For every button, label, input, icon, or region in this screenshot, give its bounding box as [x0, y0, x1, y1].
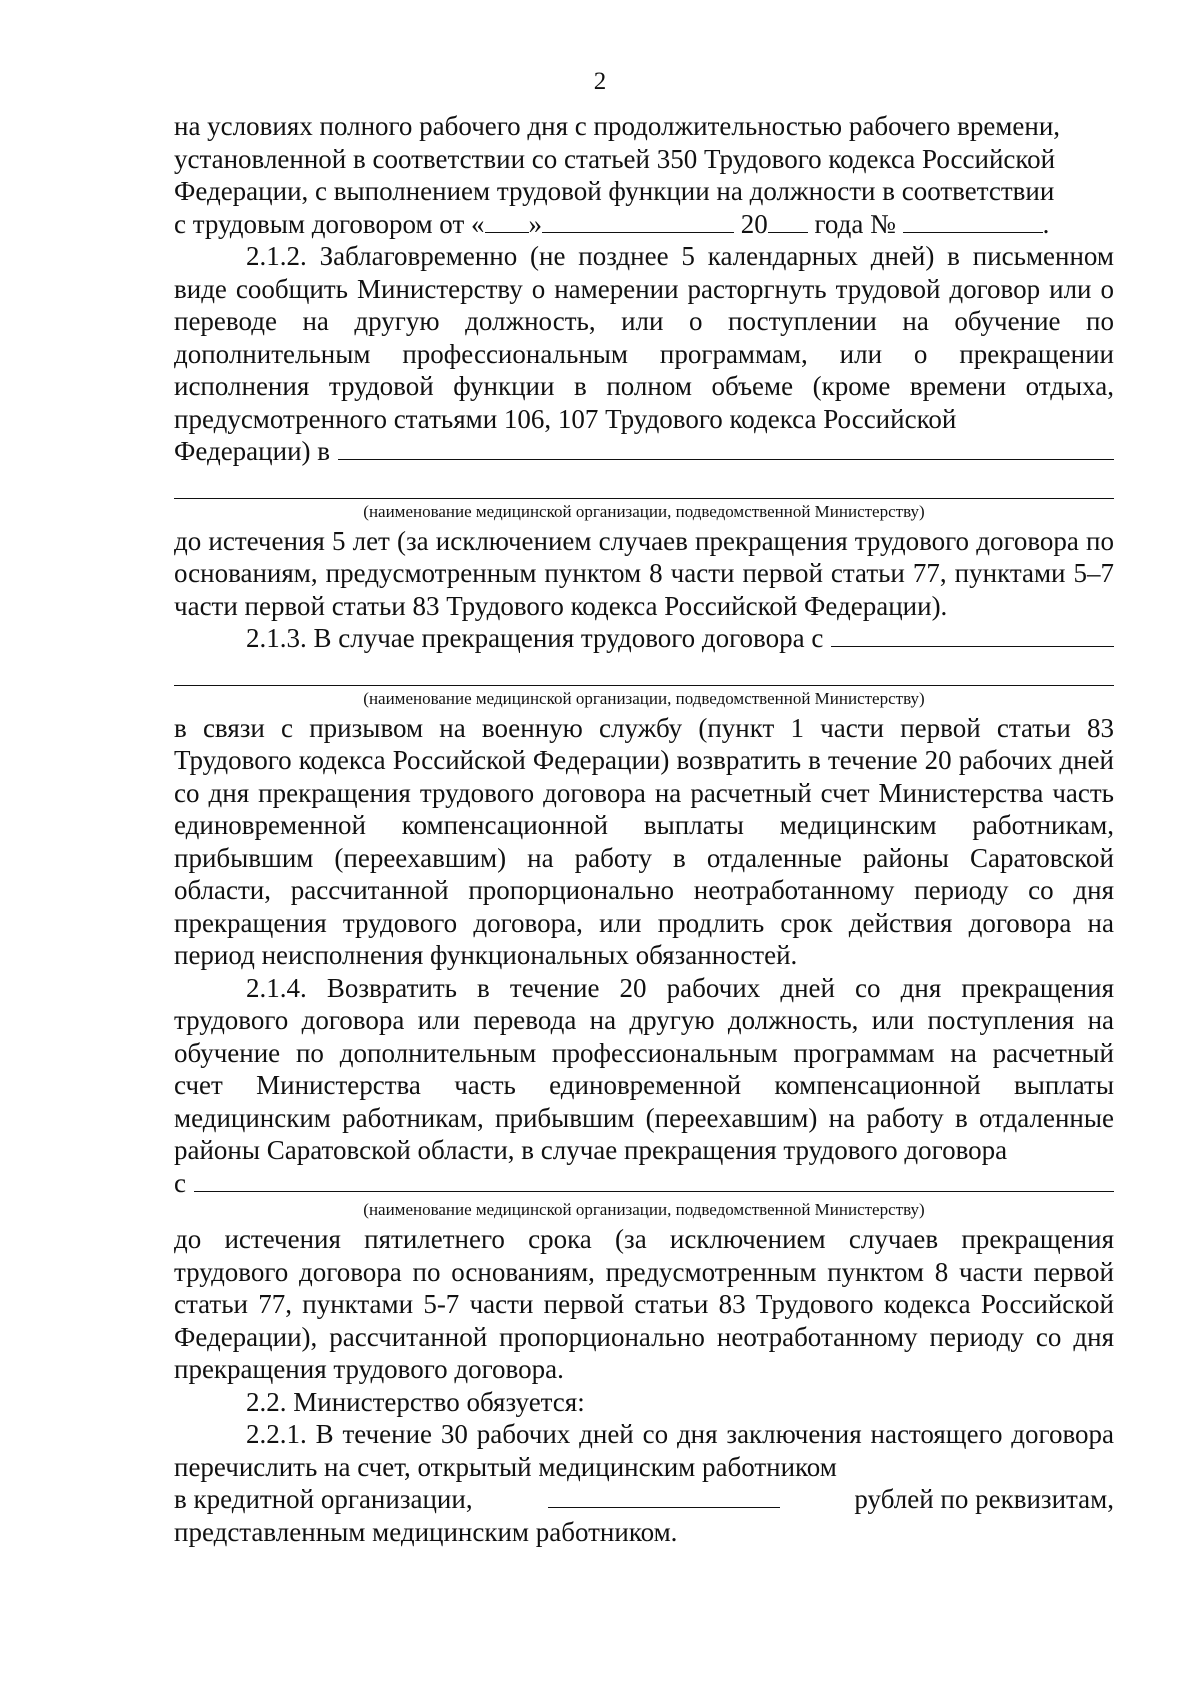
- org-caption: (наименование медицинской организации, подведомственной Министерству): [363, 688, 925, 708]
- contract-date-line: с трудовым договором от « » 20 года № .: [174, 208, 1050, 239]
- text-line: установленной в соответствии со статьей 350 Трудового кодекса Российской: [174, 143, 1056, 174]
- clause-2-1-3-continuation: в связи с призывом на военную службу (пункт 1 части первой статьи 83 Трудового кодекса Российской Федерации) возвратить в течение 20 рабочих дней со дня прекращения трудового договора на расчетный счет Министерства часть единовременной компенсационной выплаты медицинским работникам, прибывшим (переехавшим) на работу в отдаленные районы Саратовской области, рассчитанной пропорционально неотработанному периоду со дня прекращения трудового договора, или продлить срок действия договора на период неисполнения функциональных обязанностей.: [174, 712, 1114, 970]
- page-number: 2: [593, 68, 607, 95]
- text-line: на условиях полного рабочего дня с продолжительностью рабочего времени,: [174, 111, 1061, 141]
- day-blank: [485, 210, 529, 233]
- text-line: Федерации, с выполнением трудовой функции на должности в соответствии: [174, 176, 1055, 206]
- document-body: [174, 110, 1114, 1548]
- clause-2-1-2: 2.1.2. Заблаговременно (не позднее 5 календарных дней) в письменном виде сообщить Министерству о намерении расторгнуть трудовой договор или о переводе на другую должность, или о поступлении на обучение по дополнительным профессиональным программам, или о прекращении исполнения трудовой функции в полном объеме (кроме времени отдыха, предусмотренного статьями 106, 107 Трудового кодекса Российской: [174, 241, 1114, 434]
- clause-2-1-2-continuation: до истечения 5 лет (за исключением случаев прекращения трудового договора по основаниям, предусмотренным пунктом 8 части первой статьи 77, пунктами 5–7 части первой статьи 83 Трудового кодекса Российской Федерации).: [174, 525, 1114, 621]
- paragraph-continuation: [174, 110, 1114, 240]
- org-blank: [338, 435, 1114, 460]
- year-blank: [768, 210, 808, 233]
- clause-2-1-4-continuation: до истечения пятилетнего срока (за исключением случаев прекращения трудового договора по основаниям, предусмотренным пунктом 8 части первой статьи 77, пунктами 5-7 части первой статьи 83 Трудового кодекса Российской Федерации), рассчитанной пропорционально неотработанному периоду со дня прекращения трудового договора.: [174, 1224, 1114, 1384]
- org-blank: [831, 622, 1114, 647]
- clause-2-2-1-last-line: представленным медицинским работником.: [174, 1516, 678, 1547]
- amount-line: в кредитной организации, рублей по реквизитам,: [174, 1484, 1114, 1514]
- org-blank-line: [174, 474, 1114, 499]
- org-blank: [194, 1167, 1114, 1192]
- clause-2-2: 2.2. Министерство обязуется:: [246, 1386, 585, 1417]
- clause-2-1-3-lead: 2.1.3. В случае прекращения трудового договора с: [174, 622, 1114, 655]
- org-caption: (наименование медицинской организации, подведомственной Министерству): [363, 501, 925, 521]
- number-blank: [903, 210, 1043, 233]
- clause-2-1-4: 2.1.4. Возвратить в течение 20 рабочих дней со дня прекращения трудового договора или перевода на другую должность, или поступления на обучение по дополнительным профессиональным программам на расчетный счет Министерства часть единовременной компенсационной выплаты медицинским работникам, прибывшим (переехавшим) на работу в отдаленные районы Саратовской области, в случае прекращения трудового договора: [174, 972, 1114, 1165]
- org-fill-line: с: [174, 1167, 1114, 1200]
- clause-2-2-1: 2.2.1. В течение 30 рабочих дней со дня заключения настоящего договора перечислить на счет, открытый медицинским работником: [174, 1419, 1114, 1482]
- org-blank-line: [174, 661, 1114, 686]
- org-fill-line: Федерации) в: [174, 435, 1114, 468]
- org-caption: (наименование медицинской организации, подведомственной Министерству): [363, 1200, 925, 1219]
- amount-blank: [548, 1485, 780, 1508]
- month-blank: [542, 210, 734, 233]
